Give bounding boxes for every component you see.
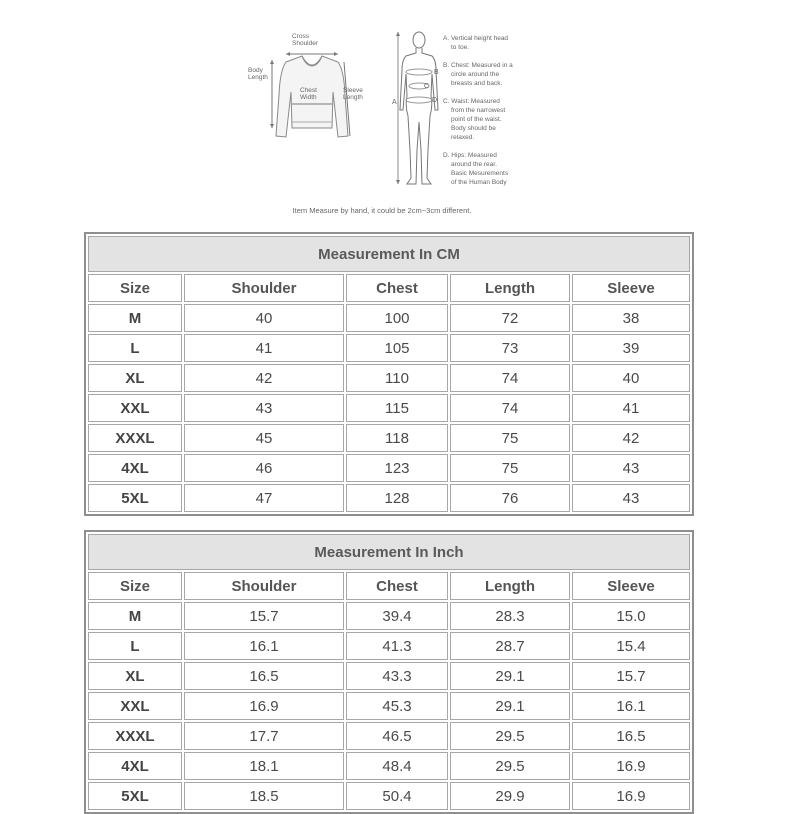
value-cell: 43: [184, 394, 344, 422]
size-cell: 4XL: [88, 454, 182, 482]
size-cell: XXXL: [88, 722, 182, 750]
value-cell: 16.9: [572, 752, 690, 780]
value-cell: 29.5: [450, 722, 570, 750]
marker-b: B: [434, 69, 439, 76]
value-cell: 15.0: [572, 602, 690, 630]
table-header-row: [88, 274, 690, 302]
value-cell: 75: [450, 424, 570, 452]
value-cell: 118: [346, 424, 448, 452]
table-row: [88, 304, 690, 332]
column-header: Chest: [346, 274, 448, 302]
value-cell: 16.1: [184, 632, 344, 660]
value-cell: 17.7: [184, 722, 344, 750]
column-header: Shoulder: [184, 274, 344, 302]
measurement-table-inch: [84, 530, 694, 814]
table-row: [88, 424, 690, 452]
value-cell: 100: [346, 304, 448, 332]
size-cell: M: [88, 304, 182, 332]
value-cell: 110: [346, 364, 448, 392]
body-note: C. Waist: Measured from the narrowest point of the waist. Body should be relaxed.: [443, 98, 506, 141]
value-cell: 29.9: [450, 782, 570, 810]
size-cell: 5XL: [88, 782, 182, 810]
size-cell: 5XL: [88, 484, 182, 512]
size-cell: M: [88, 602, 182, 630]
value-cell: 40: [184, 304, 344, 332]
value-cell: 43: [572, 454, 690, 482]
measurement-illustration: [0, 0, 800, 225]
column-header: Sleeve: [572, 572, 690, 600]
value-cell: 105: [346, 334, 448, 362]
value-cell: 15.7: [572, 662, 690, 690]
table-header-row: [88, 572, 690, 600]
table-row: [88, 662, 690, 690]
table-title: Measurement In CM: [88, 236, 690, 272]
table-row: [88, 334, 690, 362]
table-row: [88, 752, 690, 780]
body-note: A. Vertical height head to toe.: [443, 35, 509, 51]
table-row: [88, 484, 690, 512]
value-cell: 16.9: [572, 782, 690, 810]
table-row: [88, 454, 690, 482]
value-cell: 41.3: [346, 632, 448, 660]
value-cell: 16.5: [184, 662, 344, 690]
body-length-label: Body Length: [248, 67, 268, 81]
value-cell: 46.5: [346, 722, 448, 750]
value-cell: 43: [572, 484, 690, 512]
chest-width-label: Chest Width: [300, 87, 317, 101]
body-note: D. Hips: Measured around the rear. Basic Mesurements of the Human Body: [443, 152, 509, 186]
size-cell: L: [88, 632, 182, 660]
column-header: Size: [88, 274, 182, 302]
value-cell: 72: [450, 304, 570, 332]
value-cell: 48.4: [346, 752, 448, 780]
value-cell: 38: [572, 304, 690, 332]
body-figure: [396, 32, 438, 184]
value-cell: 41: [572, 394, 690, 422]
value-cell: 50.4: [346, 782, 448, 810]
value-cell: 41: [184, 334, 344, 362]
value-cell: 18.1: [184, 752, 344, 780]
size-cell: XXL: [88, 692, 182, 720]
value-cell: 40: [572, 364, 690, 392]
column-header: Shoulder: [184, 572, 344, 600]
value-cell: 74: [450, 364, 570, 392]
value-cell: 18.5: [184, 782, 344, 810]
value-cell: 16.5: [572, 722, 690, 750]
measure-note: Item Measure by hand, it could be 2cm~3cm different.: [292, 206, 472, 215]
value-cell: 46: [184, 454, 344, 482]
value-cell: 47: [184, 484, 344, 512]
value-cell: 15.4: [572, 632, 690, 660]
value-cell: 28.7: [450, 632, 570, 660]
size-cell: XL: [88, 364, 182, 392]
table-row: [88, 364, 690, 392]
size-cell: XL: [88, 662, 182, 690]
value-cell: 75: [450, 454, 570, 482]
size-cell: XXL: [88, 394, 182, 422]
value-cell: 39.4: [346, 602, 448, 630]
value-cell: 29.1: [450, 692, 570, 720]
table-row: [88, 782, 690, 810]
value-cell: 16.9: [184, 692, 344, 720]
table-row: [88, 692, 690, 720]
value-cell: 43.3: [346, 662, 448, 690]
value-cell: 123: [346, 454, 448, 482]
value-cell: 29.5: [450, 752, 570, 780]
column-header: Length: [450, 274, 570, 302]
marker-d: D: [432, 97, 438, 104]
table-row: [88, 632, 690, 660]
value-cell: 115: [346, 394, 448, 422]
value-cell: 42: [184, 364, 344, 392]
column-header: Chest: [346, 572, 448, 600]
value-cell: 28.3: [450, 602, 570, 630]
size-cell: XXXL: [88, 424, 182, 452]
body-note: B. Chest: Measured in a circle around the breasts and back.: [443, 62, 513, 87]
value-cell: 128: [346, 484, 448, 512]
value-cell: 15.7: [184, 602, 344, 630]
column-header: Length: [450, 572, 570, 600]
size-cell: 4XL: [88, 752, 182, 780]
value-cell: 76: [450, 484, 570, 512]
marker-a: A: [392, 99, 397, 106]
table-row: [88, 722, 690, 750]
value-cell: 45.3: [346, 692, 448, 720]
marker-c: C: [424, 83, 430, 90]
measurement-table-cm: [84, 232, 694, 516]
value-cell: 42: [572, 424, 690, 452]
sleeve-length-label: Sleeve Length: [343, 87, 363, 101]
value-cell: 73: [450, 334, 570, 362]
value-cell: 16.1: [572, 692, 690, 720]
column-header: Sleeve: [572, 274, 690, 302]
table-row: [88, 394, 690, 422]
value-cell: 29.1: [450, 662, 570, 690]
value-cell: 39: [572, 334, 690, 362]
body-measure-notes: [443, 35, 513, 186]
size-cell: L: [88, 334, 182, 362]
column-header: Size: [88, 572, 182, 600]
cross-shoulder-label: Cross Shoulder: [292, 33, 319, 47]
table-row: [88, 602, 690, 630]
value-cell: 74: [450, 394, 570, 422]
table-title: Measurement In Inch: [88, 534, 690, 570]
value-cell: 45: [184, 424, 344, 452]
